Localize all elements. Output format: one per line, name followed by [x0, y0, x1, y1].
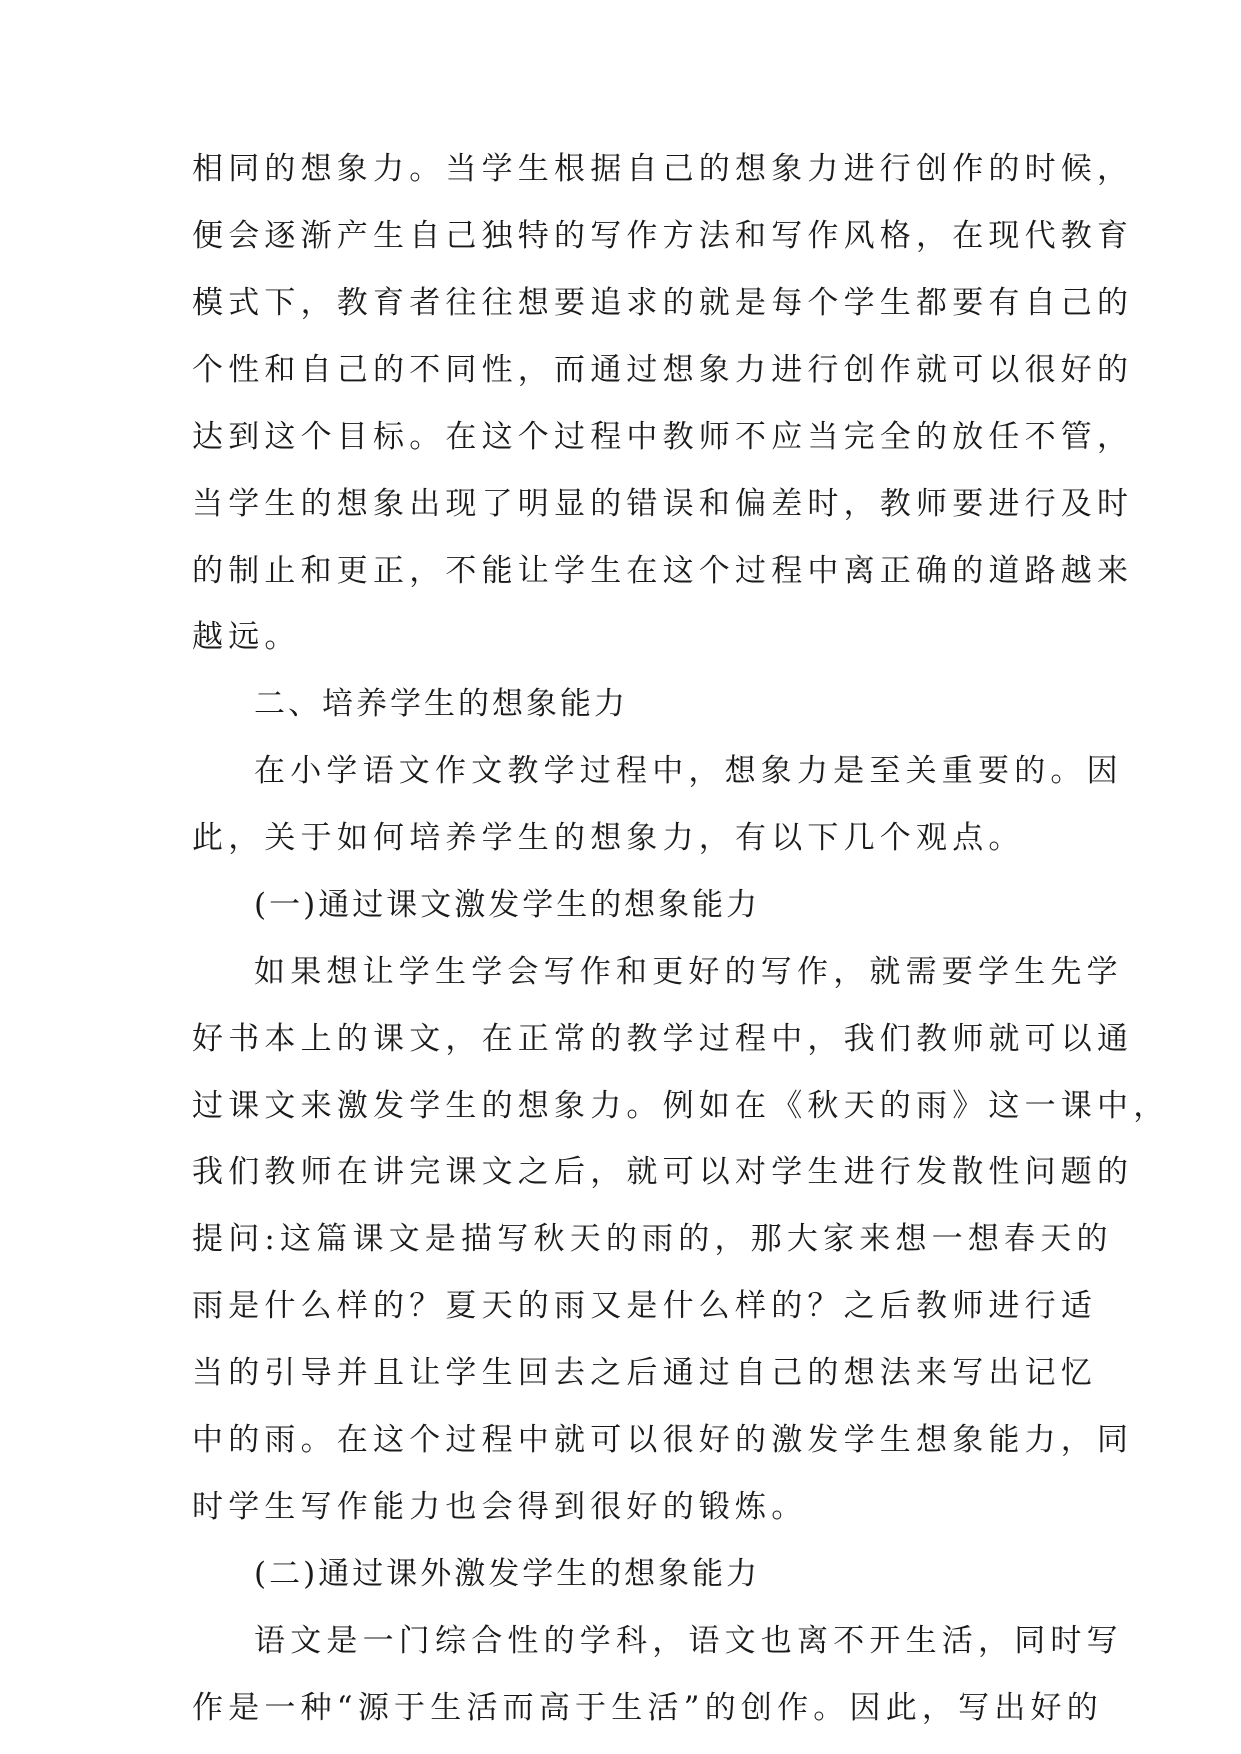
- paragraph-line: 达到这个目标。在这个过程中教师不应当完全的放任不管，: [192, 419, 1134, 455]
- paragraph-line: 当的引导并且让学生回去之后通过自己的想法来写出记忆: [192, 1355, 1097, 1391]
- paragraph-line: 此，关于如何培养学生的想象力，有以下几个观点。: [192, 820, 1025, 856]
- paragraph-line: 雨是什么样的？夏天的雨又是什么样的？之后教师进行适: [192, 1288, 1097, 1324]
- paragraph-line: 语文是一门综合性的学科，语文也离不开生活，同时写: [254, 1623, 1123, 1659]
- section-heading: 二、培养学生的想象能力: [254, 686, 628, 722]
- paragraph-line: 便会逐渐产生自己独特的写作方法和写作风格，在现代教育: [192, 218, 1134, 254]
- paragraph-line: 模式下，教育者往往想要追求的就是每个学生都要有自己的: [192, 285, 1134, 321]
- paragraph-line: 中的雨。在这个过程中就可以很好的激发学生想象能力，同: [192, 1422, 1134, 1458]
- paragraph-line: 过课文来激发学生的想象力。例如在《秋天的雨》这一课中，: [192, 1088, 1170, 1124]
- paragraph-line: 如果想让学生学会写作和更好的写作，就需要学生先学: [254, 954, 1123, 990]
- paragraph-line: 时学生写作能力也会得到很好的锻炼。: [192, 1489, 808, 1525]
- paragraph-line: 的制止和更正，不能让学生在这个过程中离正确的道路越来: [192, 553, 1134, 589]
- paragraph-line: 好书本上的课文，在正常的教学过程中，我们教师就可以通: [192, 1021, 1134, 1057]
- paragraph-line: 当学生的想象出现了明显的错误和偏差时，教师要进行及时: [192, 486, 1134, 522]
- paragraph-line: 作是一种“源于生活而高于生活”的创作。因此，写出好的: [192, 1690, 1103, 1726]
- paragraph-line: 在小学语文作文教学过程中，想象力是至关重要的。因: [254, 753, 1123, 789]
- paragraph-line: 相同的想象力。当学生根据自己的想象力进行创作的时候，: [192, 151, 1134, 187]
- paragraph-line: 我们教师在讲完课文之后，就可以对学生进行发散性问题的: [192, 1154, 1134, 1190]
- paragraph-line: 越远。: [192, 619, 301, 655]
- paragraph-line: 提问:这篇课文是描写秋天的雨的，那大家来想一想春天的: [192, 1221, 1113, 1257]
- paragraph-line: 个性和自己的不同性，而通过想象力进行创作就可以很好的: [192, 352, 1134, 388]
- subsection-heading: (一)通过课文激发学生的想象能力: [254, 887, 761, 923]
- subsection-heading: (二)通过课外激发学生的想象能力: [254, 1556, 761, 1592]
